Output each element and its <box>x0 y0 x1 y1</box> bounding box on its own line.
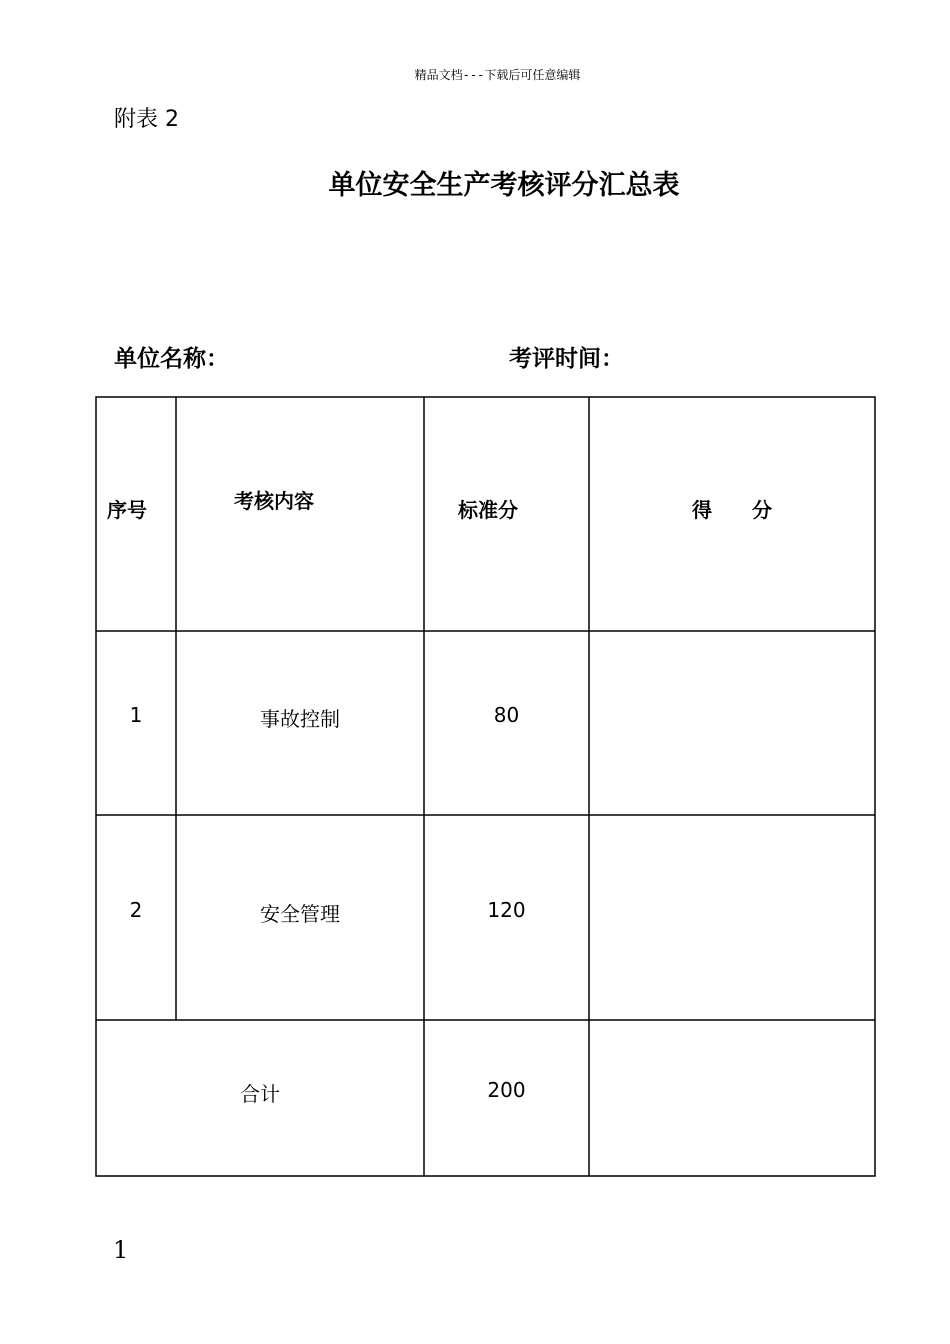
column-header-score: 得 分 <box>692 498 772 522</box>
row-2-content: 安全管理 <box>260 902 340 926</box>
row-1-no: 1 <box>129 703 143 727</box>
header-note: 精品文档---下载后可任意编辑 <box>414 68 581 82</box>
column-header-no: 序号 <box>107 498 147 522</box>
row-2-no: 2 <box>129 898 143 922</box>
eval-time-label: 考评时间： <box>509 346 624 372</box>
row-2-standard: 120 <box>487 898 526 922</box>
row-1-standard: 80 <box>493 703 520 727</box>
row-1-content: 事故控制 <box>260 707 340 731</box>
column-header-content: 考核内容 <box>234 489 314 513</box>
total-standard: 200 <box>487 1078 526 1102</box>
appendix-label: 附表 2 <box>114 107 179 132</box>
page-number: 1 <box>113 1236 129 1264</box>
total-label: 合计 <box>240 1082 280 1106</box>
column-header-standard: 标准分 <box>458 498 518 522</box>
unit-name-label: 单位名称： <box>114 346 229 372</box>
page-title: 单位安全生产考核评分汇总表 <box>328 170 680 201</box>
